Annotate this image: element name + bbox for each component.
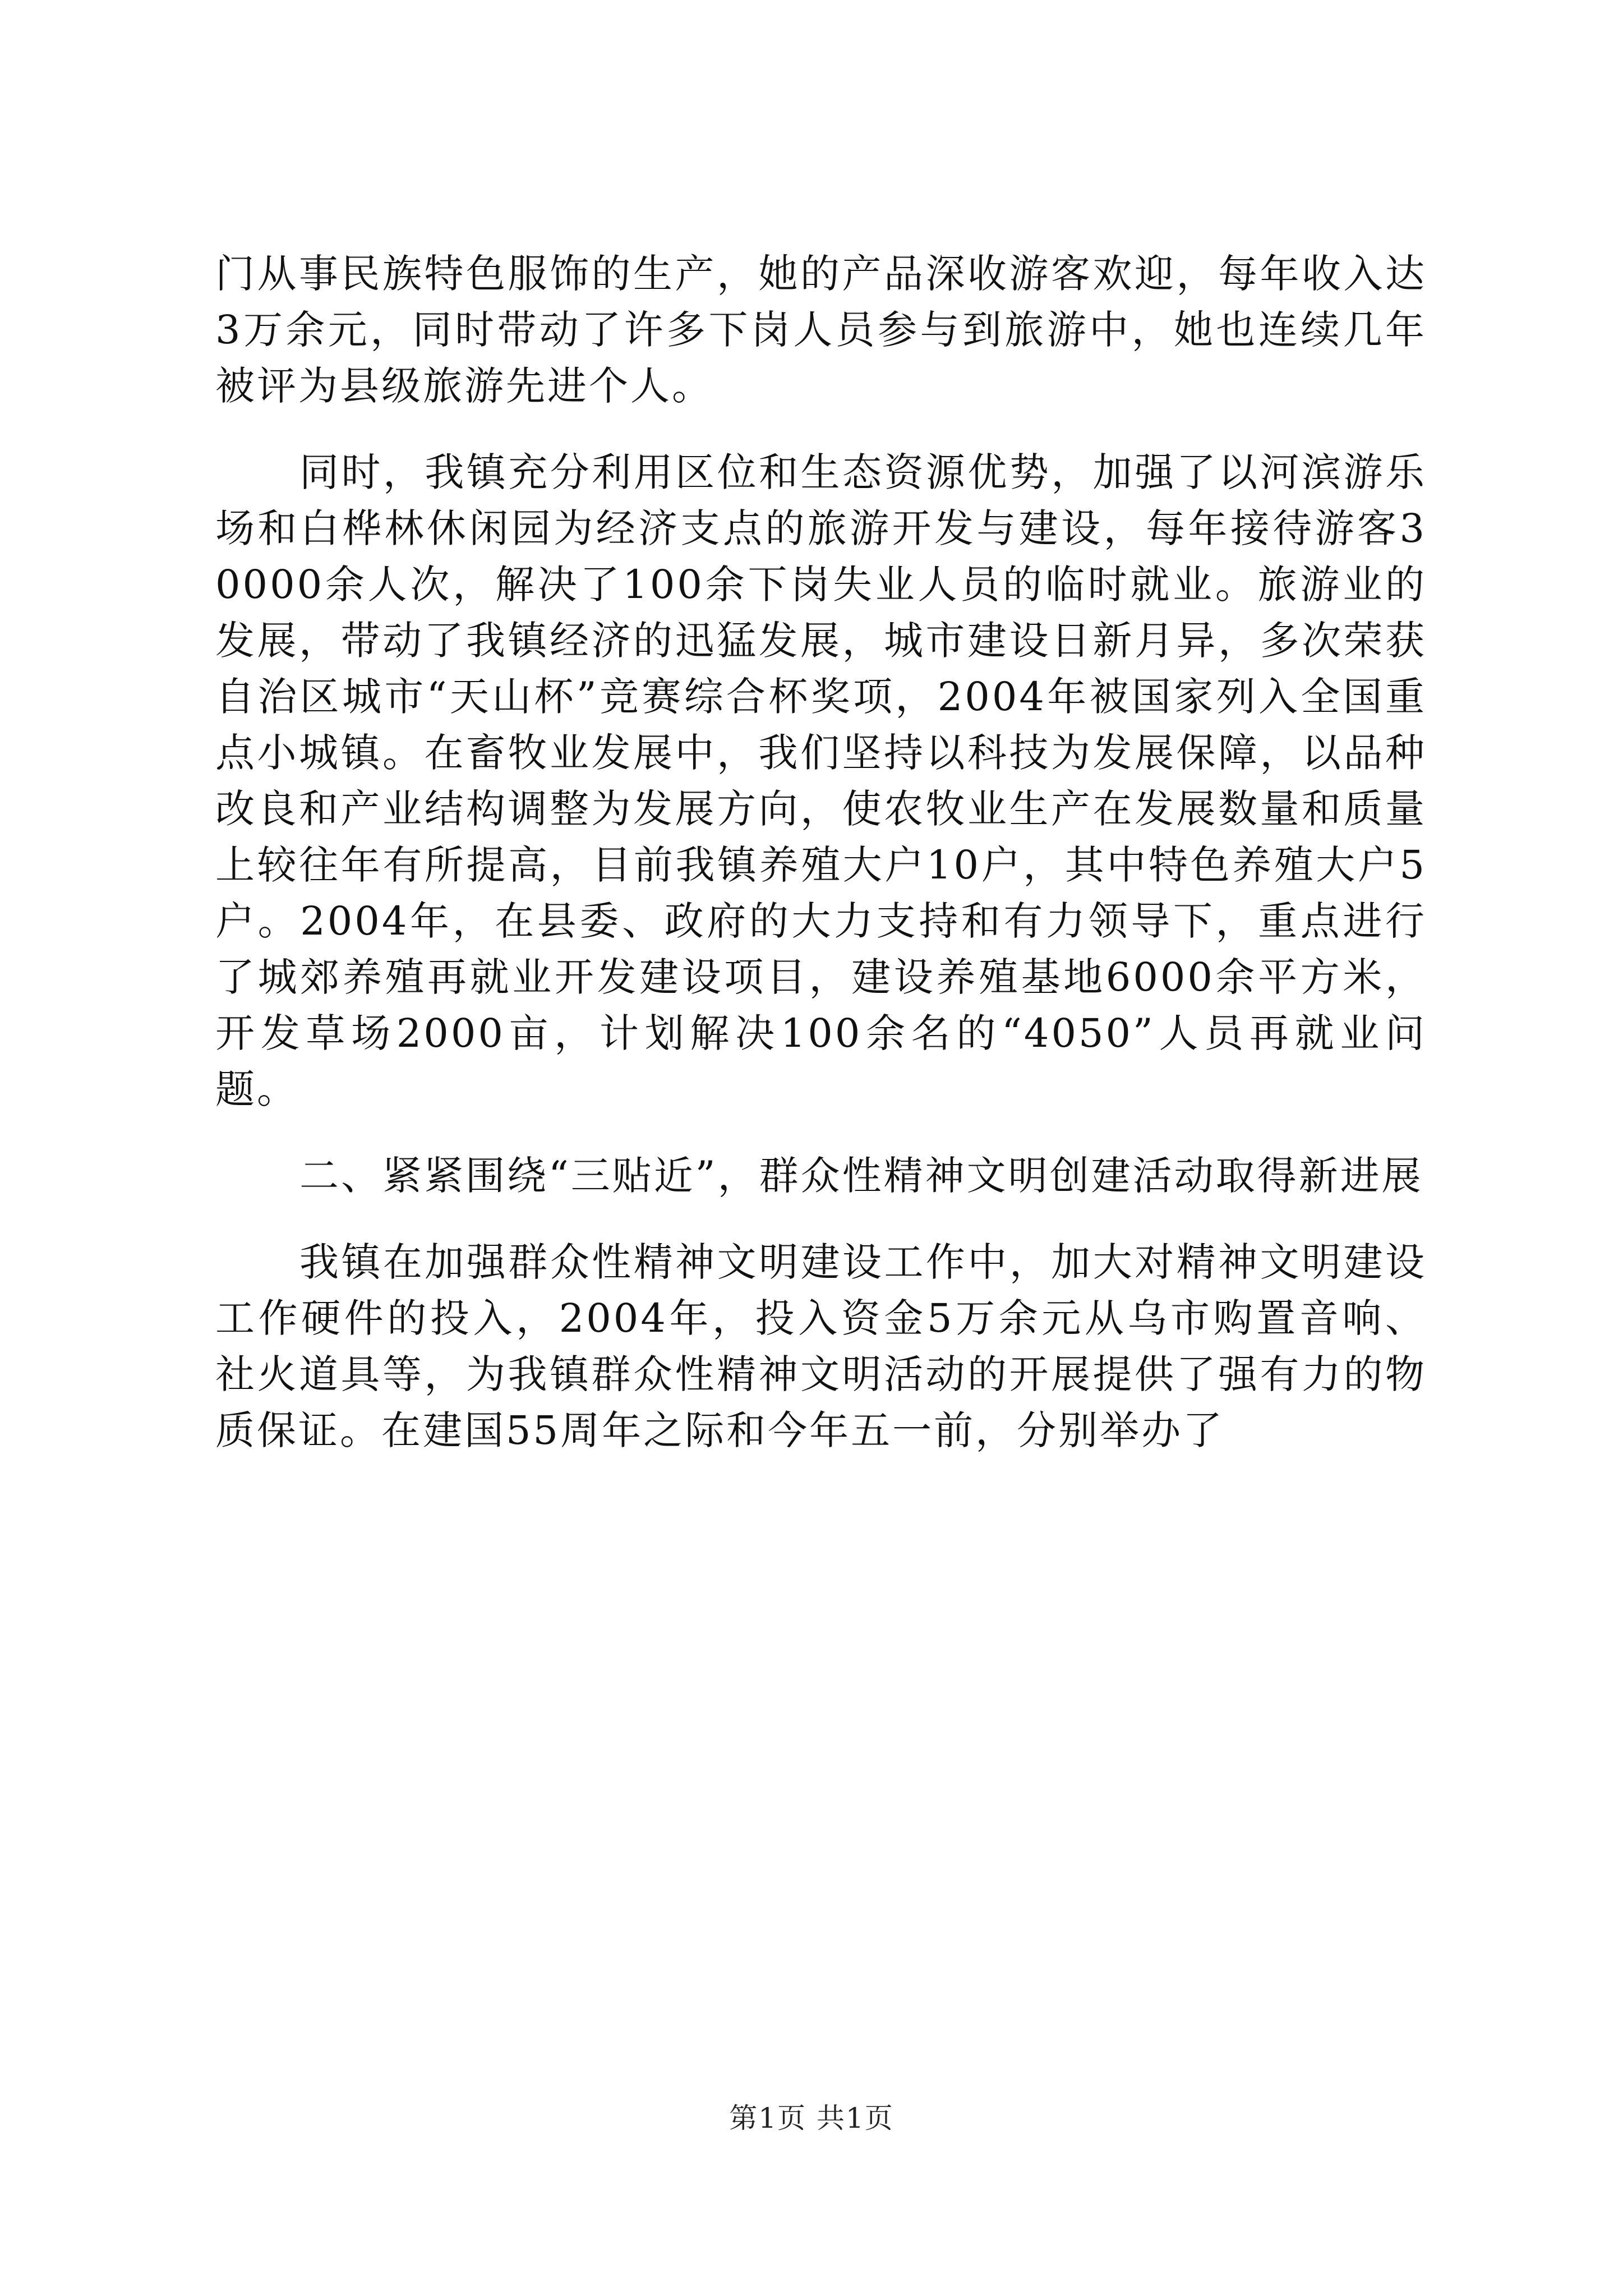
page-footer: 第1页 共1页 [729, 2102, 894, 2134]
paragraph-spiritual-civilization: 我镇在加强群众性精神文明建设工作中，加大对精神文明建设工作硬件的投入，2004年，投入资金5万余元从乌市购置音响、社火道具等，为我镇群众性精神文明活动的开展提供了强有力的物质保证。在建国55周年之际和今年五一前，分别举办了 [215, 1239, 1427, 1453]
section-heading-two: 二、紧紧围绕“三贴近”，群众性精神文明创建活动取得新进展 [299, 1153, 1423, 1199]
paragraph-tourism-development: 同时，我镇充分利用区位和生态资源优势，加强了以河滨游乐场和白桦林休闲园为经济支点的旅游开发与建设，每年接待游客30000余人次，解决了100余下岗失业人员的临时就业。旅游业的发展，带动了我镇经济的迅猛发展，城市建设日新月异，多次荣获自治区城市“天山杯”竞赛综合杯奖项，2004年被国家列入全国重点小城镇。在畜牧业发展中，我们坚持以科技为发展保障，以品种改良和产业结构调整为发展方向，使农牧业生产在发展数量和质量上较往年有所提高，目前我镇养殖大户10户，其中特色养殖大户5户。2004年，在县委、政府的大力支持和有力领导下，重点进行了城郊养殖再就业开发建设项目，建设养殖基地6000余平方米，开发草场2000亩，计划解决100余名的“4050”人员再就业问题。 [215, 449, 1427, 1112]
paragraph-continuation: 门从事民族特色服饰的生产，她的产品深收游客欢迎，每年收入达3万余元，同时带动了许多下岗人员参与到旅游中，她也连续几年被评为县级旅游先进个人。 [215, 251, 1427, 409]
document-body [215, 246, 1427, 1458]
